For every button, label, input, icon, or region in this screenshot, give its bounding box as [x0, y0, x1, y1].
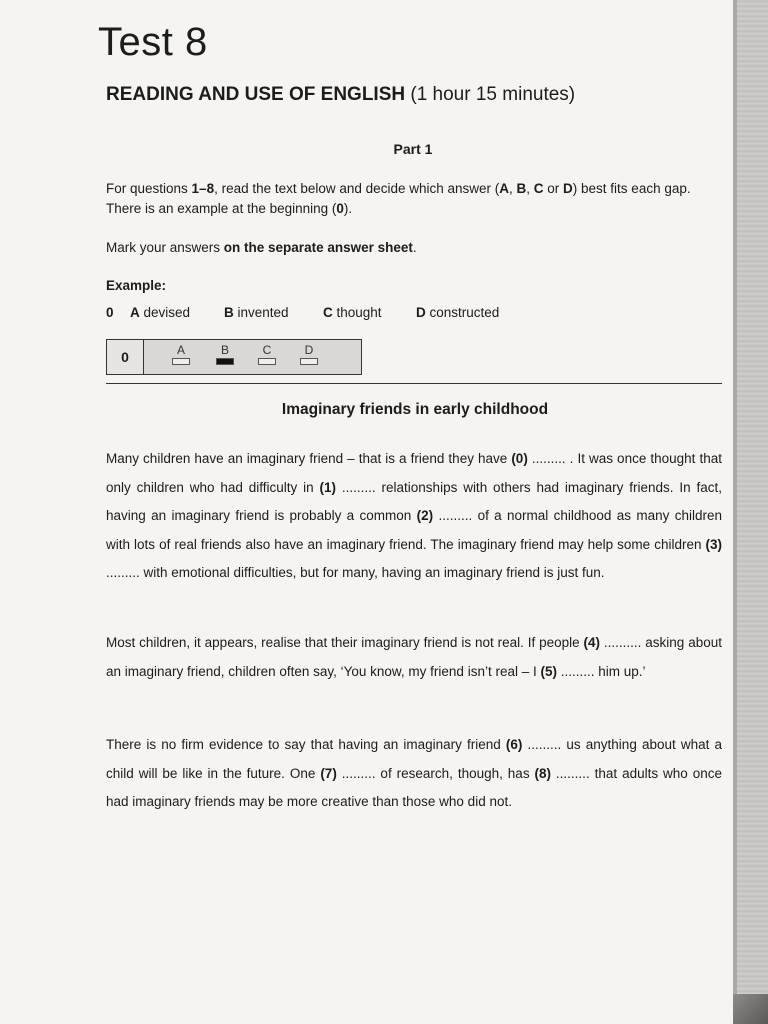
passage-paragraph-2: Most children, it appears, realise that their imaginary friend is not real. If people (4) .......... asking about an imaginary friend, children often say, ‘You know, my friend isn’t real – I (5) ......... him up.’ — [106, 635, 722, 679]
example-number: 0 — [106, 305, 114, 320]
answer-bubble-c — [257, 343, 277, 365]
example-option-b: B invented — [224, 305, 289, 320]
divider-line — [106, 383, 722, 384]
answer-bubble-letter: B — [220, 343, 229, 357]
example-option-d: D constructed — [416, 305, 500, 320]
scanned-page-edge — [733, 0, 768, 1024]
section-heading-bold: READING AND USE OF ENGLISH — [106, 84, 406, 105]
part-label: Part 1 — [393, 141, 433, 157]
section-heading-duration: (1 hour 15 minutes) — [405, 84, 576, 105]
passage-paragraph-3: There is no firm evidence to say that having an imaginary friend (6) ......... us anything about what a child will be like in the future. One (7) ......... of research, though, has (8) ......... that adults who once had imaginary friends may be more creative than those who did not. — [106, 737, 722, 809]
example-option-a: A devised — [130, 305, 191, 320]
answer-bubble-letter: A — [176, 343, 185, 357]
answer-bubble-mark — [300, 358, 318, 365]
answer-bubble-mark — [172, 358, 190, 365]
passage-paragraph-1: Many children have an imaginary friend – that is a friend they have (0) ......... . It was once thought that only children who had difficulty in (1) ......... relationships with others had imaginary friends. In fact, having an imaginary friend is probably a common (2) ......... of a normal childhood as many children with lots of real friends also have an imaginary friend. The imaginary friend may help some children (3) ......... with emotional difficulties, but for many, having an imaginary friend is just fun. — [106, 451, 723, 580]
example-answer-grid — [106, 339, 362, 375]
test-title: Test 8 — [98, 20, 208, 64]
instructions-questions: For questions 1–8, read the text below and decide which answer (A, B, C or D) best fits each gap. There is an example at the beginning (0). — [106, 181, 691, 216]
answer-bubble-d — [299, 343, 319, 365]
example-label: Example: — [106, 278, 167, 293]
instructions-answer-sheet: Mark your answers on the separate answer sheet. — [106, 240, 417, 255]
passage-title: Imaginary friends in early childhood — [281, 401, 549, 418]
example-option-c: C thought — [323, 305, 382, 320]
section-heading — [106, 84, 575, 106]
answer-bubble-b — [215, 343, 235, 365]
answer-bubble-letter: C — [262, 343, 272, 357]
answer-grid-number: 0 — [107, 340, 144, 374]
answer-bubble-mark — [258, 358, 276, 365]
answer-bubble-a — [171, 343, 191, 365]
answer-bubble-letter: D — [304, 343, 314, 357]
answer-bubble-mark — [216, 358, 234, 365]
